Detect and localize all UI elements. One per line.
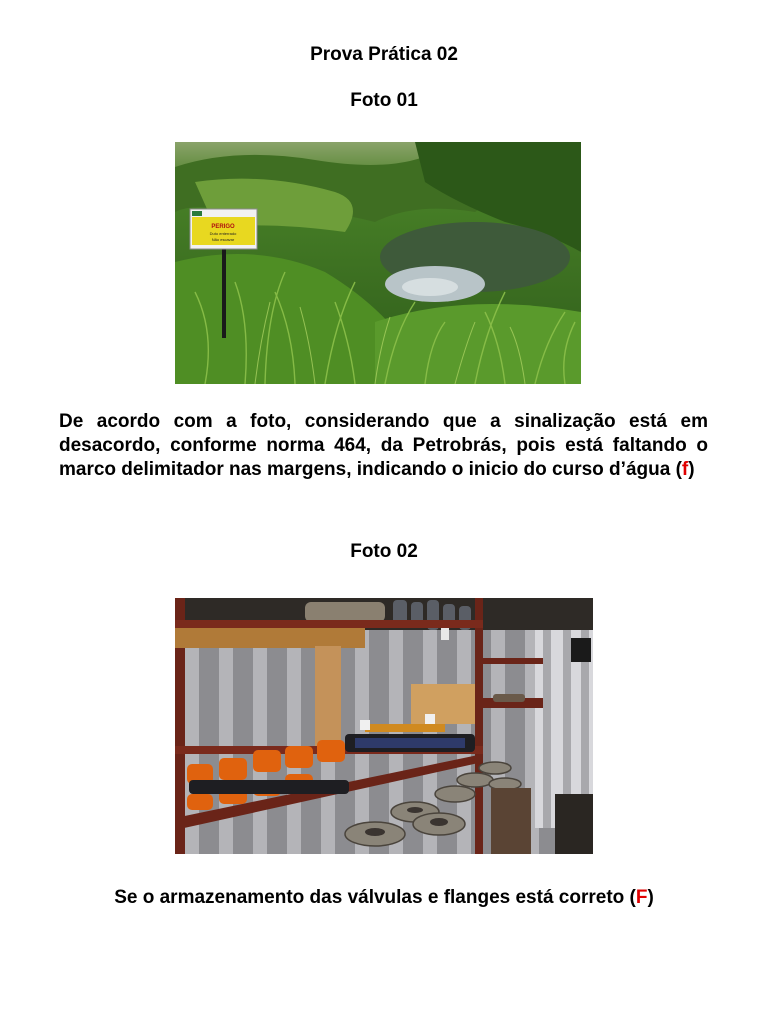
sign-text-1: Duto enterrado [209,231,237,236]
page-heading: Prova Prática 02 [310,44,458,65]
photo-2-storage-shelves [175,598,593,854]
paragraph-2-close: ) [647,887,654,908]
paragraph-2-answer: F [635,887,648,908]
sign-text-2: Não escavar [211,237,235,242]
paragraph-1 [59,410,708,482]
paragraph-1-answer: f [681,459,689,480]
paragraph-1-text: De acordo com a foto, considerando que a sinalização está em desacordo, conforme norma 464, da Petrobrás, pois está faltando o marco delimitador nas margens, indicando o inicio do curso d’água ( [59,411,708,480]
sign-title: PERIGO [211,224,235,230]
photo-1-vegetation-sign [175,142,581,384]
photo-2-caption: Foto 02 [350,541,418,562]
paragraph-1-close: ) [688,459,695,480]
photo-1-caption: Foto 01 [350,90,418,111]
paragraph-2 [0,887,768,909]
paragraph-2-text: Se o armazenamento das válvulas e flanges está correto ( [114,887,636,908]
